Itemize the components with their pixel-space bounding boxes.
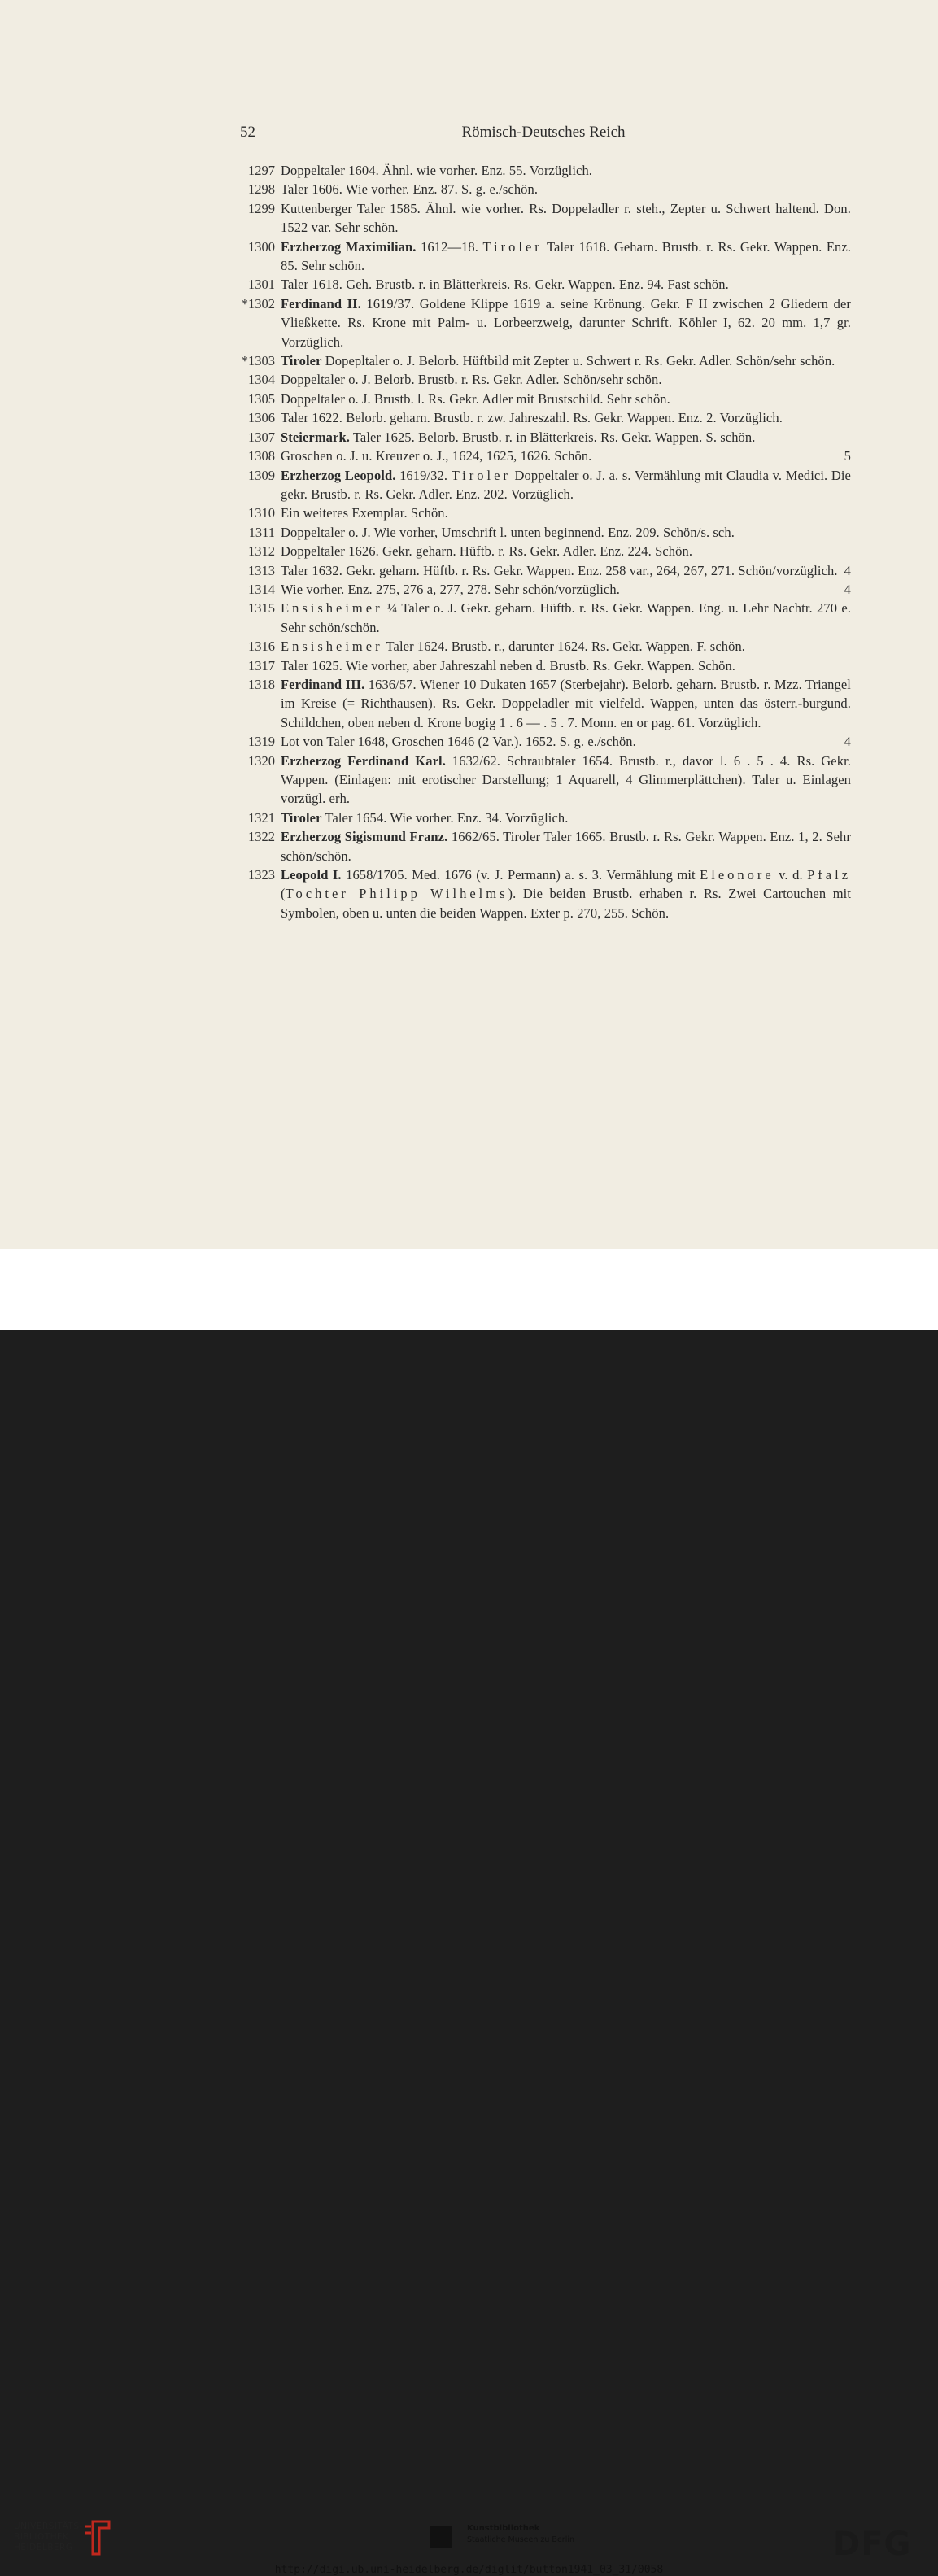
lot-number: 1322: [248, 829, 275, 845]
lot-number: 1321: [248, 809, 275, 826]
catalogue-entry: [236, 294, 851, 351]
lot-number: *1302: [241, 295, 275, 312]
catalogue-entry: [236, 542, 851, 560]
catalogue-entry: [236, 599, 851, 637]
lot-number: 1310: [248, 505, 275, 521]
catalogue-entry: [236, 865, 851, 922]
lot-description: Doppeltaler 1626. Gekr. geharn. Hüftb. r. Rs. Gekr. Adler. Enz. 224. Schön.: [281, 543, 693, 560]
catalogue-entry: [236, 390, 851, 408]
lot-description: Erzherzog Ferdinand Karl. 1632/62. Schraubtaler 1654. Brustb. r., davor l. 6 . 5 . 4. Rs. Gekr. Wappen. (Einlagen: mit erotischer Darstellung; 1 Aquarell, 4 Glimmerplättchen). Taler u. Einlagen vorzügl. erh.: [281, 752, 851, 807]
page-title: Römisch-Deutsches Reich: [461, 124, 626, 141]
catalogue-entry: [236, 199, 851, 238]
lot-description: Steiermark. Taler 1625. Belorb. Brustb. r. in Blätterkreis. Rs. Gekr. Wappen. S. schön.: [281, 429, 756, 445]
catalogue-entry: [236, 351, 851, 370]
lot-description: Ensisheimer ¼ Taler o. J. Gekr. geharn. Hüftb. r. Rs. Gekr. Wappen. Eng. u. Lehr Nachtr. 270 e. Sehr schön/schön.: [281, 600, 851, 635]
lot-number: 1313: [248, 562, 275, 578]
lot-description: Erzherzog Leopold. 1619/32. Tiroler Doppeltaler o. J. a. s. Vermählung mit Claudia v. Medici. Die gekr. Brustb. r. Rs. Gekr. Adler. Enz. 202. Vorzüglich.: [281, 467, 851, 502]
lot-description: Kuttenberger Taler 1585. Ähnl. wie vorher. Rs. Doppeladler r. steh., Zepter u. Schwert haltend. Don. 1522 var. Sehr schön.: [281, 200, 851, 236]
lot-number: 1323: [248, 867, 275, 883]
catalogue-entry: [236, 732, 851, 751]
lot-number: 1320: [248, 752, 275, 769]
lot-number: 1299: [248, 200, 275, 216]
catalogue-entry: [236, 466, 851, 504]
lot-description: Groschen o. J. u. Kreuzer o. J., 1624, 1625, 1626. Schön. 5: [281, 448, 851, 464]
catalogue-entry: [236, 827, 851, 865]
lot-number: 1312: [248, 543, 275, 560]
kb-subtitle: Staatliche Museen zu Berlin: [467, 2535, 575, 2544]
source-url[interactable]: http://digi.ub.uni-heidelberg.de/diglit/button1941_03_31/0058: [274, 2564, 664, 2576]
catalogue-entries: [236, 161, 851, 922]
lot-description: Doppeltaler 1604. Ähnl. wie vorher. Enz. 55. Vorzüglich.: [281, 163, 593, 178]
catalogue-entry: [236, 428, 851, 447]
lot-description: Tiroler Dopepltaler o. J. Belorb. Hüftbild mit Zepter u. Schwert r. Rs. Gekr. Adler. Schön/sehr schön.: [281, 353, 835, 369]
lot-description: Taler 1622. Belorb. geharn. Brustb. r. zw. Jahreszahl. Rs. Gekr. Wappen. Enz. 2. Vorzüglich.: [281, 410, 783, 426]
catalogue-entry: [236, 408, 851, 427]
lot-number: 1300: [248, 238, 275, 255]
catalogue-entry: [236, 370, 851, 389]
lot-description: Lot von Taler 1648, Groschen 1646 (2 Var.). 1652. S. g. e./schön. 4: [281, 734, 851, 750]
lot-number: 1307: [248, 429, 275, 445]
lot-number: 1317: [248, 657, 275, 673]
lot-description: Doppeltaler o. J. Wie vorher, Umschrift l. unten beginnend. Enz. 209. Schön/s. sch.: [281, 524, 735, 540]
lot-number: 1309: [248, 467, 275, 483]
catalogue-entry: [236, 675, 851, 732]
lot-number: 1297: [248, 163, 275, 178]
catalogue-entry: [236, 637, 851, 656]
lot-number: *1303: [241, 353, 275, 369]
lot-number: 1306: [248, 410, 275, 426]
catalogue-entry: [236, 561, 851, 580]
lot-number: 1319: [248, 734, 275, 750]
lot-number: 1301: [248, 277, 275, 293]
lot-number: 1308: [248, 448, 275, 464]
catalogue-entry: [236, 752, 851, 809]
lot-number: 1314: [248, 581, 275, 597]
university-library-logo[interactable]: [14, 2522, 83, 2553]
lot-number: 1304: [248, 372, 275, 388]
catalogue-entry: [236, 503, 851, 522]
catalogue-entry: [236, 275, 851, 294]
catalogue-entry: [236, 809, 851, 827]
lot-number: 1316: [248, 639, 275, 655]
running-head: [236, 124, 851, 145]
library-line: BIBLIOTHEK: [14, 2532, 69, 2542]
lot-description: Taler 1606. Wie vorher. Enz. 87. S. g. e./schön.: [281, 181, 539, 198]
dfg-logo[interactable]: DFG: [833, 2526, 912, 2563]
lot-description: Leopold I. 1658/1705. Med. 1676 (v. J. Permann) a. s. 3. Vermählung mit Eleonore v. d. Pfalz (Tochter Philipp Wilhelms). Die beiden Brustb. erhaben r. Rs. Zwei Cartouchen mit Symbolen, oben u. unten die beiden Wappen. Exter p. 270, 255. Schön.: [281, 867, 852, 921]
lot-description: Taler 1632. Gekr. geharn. Hüftb. r. Rs. Gekr. Wappen. Enz. 258 var., 264, 267, 271. Schön/vorzüglich. 4: [281, 562, 851, 578]
lot-number: 1318: [248, 676, 275, 692]
lot-description: Doppeltaler o. J. Brustb. l. Rs. Gekr. Adler mit Brustschild. Sehr schön.: [281, 390, 670, 407]
lot-description: Ein weiteres Exemplar. Schön.: [281, 505, 448, 521]
lot-description: Ensisheimer Taler 1624. Brustb. r., darunter 1624. Rs. Gekr. Wappen. F. schön.: [281, 639, 746, 655]
catalogue-entry: [236, 447, 851, 465]
library-line: HEIDELBERG: [14, 2543, 73, 2552]
kb-title: Kunstbibliothek: [467, 2524, 540, 2533]
footer-bar: [0, 1249, 938, 2576]
lot-description: Tiroler Taler 1654. Wie vorher. Enz. 34. Vorzüglich.: [281, 809, 569, 826]
lot-description: Taler 1618. Geh. Brustb. r. in Blätterkreis. Rs. Gekr. Wappen. Enz. 94. Fast schön.: [281, 277, 729, 293]
lot-description: Taler 1625. Wie vorher, aber Jahreszahl neben d. Brustb. Rs. Gekr. Wappen. Schön.: [281, 657, 736, 673]
catalogue-entry: [236, 580, 851, 599]
lot-description: Doppeltaler o. J. Belorb. Brustb. r. Rs. Gekr. Adler. Schön/sehr schön.: [281, 372, 662, 388]
library-line: UNIVERSITÄTS-: [14, 2522, 83, 2531]
kunstbibliothek-logo-icon: [430, 2526, 452, 2548]
catalogue-entry: [236, 523, 851, 542]
lot-number: 1305: [248, 390, 275, 407]
document-page: [0, 0, 938, 1249]
kunstbibliothek-label[interactable]: [467, 2523, 574, 2546]
lot-description: Ferdinand II. 1619/37. Goldene Klippe 1619 a. seine Krönung. Gekr. F II zwischen 2 Gliedern der Vließkette. Rs. Krone mit Palm- u. Lorbeerzweig, darunter Schrift. Köhler I, 62. 20 mm. 1,7 gr. Vorzüglich.: [281, 295, 851, 350]
catalogue-entry: [236, 161, 851, 180]
lot-number: 1298: [248, 181, 275, 198]
lot-description: Wie vorher. Enz. 275, 276 a, 277, 278. Sehr schön/vorzüglich. 4: [281, 581, 851, 597]
lot-description: Erzherzog Sigismund Franz. 1662/65. Tiroler Taler 1665. Brustb. r. Rs. Gekr. Wappen. Enz. 1, 2. Sehr schön/schön.: [281, 829, 851, 864]
catalogue-entry: [236, 180, 851, 198]
catalogue-entry: [236, 238, 851, 276]
lot-description: Erzherzog Maximilian. 1612—18. Tiroler Taler 1618. Geharn. Brustb. r. Rs. Gekr. Wappen. Enz. 85. Sehr schön.: [281, 238, 852, 274]
page-number: 52: [240, 124, 255, 141]
lot-description: Ferdinand III. 1636/57. Wiener 10 Dukaten 1657 (Sterbejahr). Belorb. geharn. Brustb. r. Mzz. Triangel im Kreise (= Richthausen). Rs. Gekr. Doppeladler mit vielfeld. Wappen, unten das österr.-burgund. Schildchen, oben neben d. Krone bogig 1 . 6 — . 5 . 7. Monn. en or pag. 61. Vorzüglich.: [281, 676, 851, 730]
catalogue-entry: [236, 656, 851, 675]
lot-number: 1311: [248, 524, 275, 540]
lot-number: 1315: [248, 600, 275, 617]
library-mark-icon: [81, 2518, 114, 2557]
